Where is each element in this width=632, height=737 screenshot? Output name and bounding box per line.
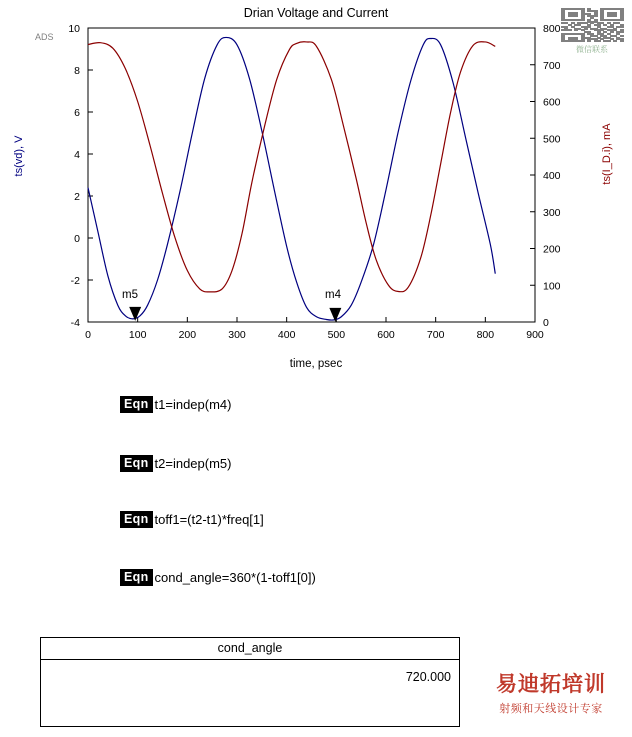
equation-row [120,569,316,586]
equation-text: t1=indep(m4) [154,397,232,413]
brand-name: 易迪拓培训 [496,673,606,696]
svg-text:2: 2 [74,191,80,203]
brand-tagline: 射频和天线设计专家 [499,703,603,715]
qr-caption: 微信联系 [576,45,608,54]
svg-text:800: 800 [543,23,561,35]
marker-label-m5: m5 [122,289,138,301]
table-row [41,660,460,727]
svg-text:0: 0 [85,329,91,341]
svg-text:-4: -4 [70,317,80,329]
svg-text:500: 500 [543,133,561,146]
results-table [40,637,460,727]
svg-text:-2: -2 [70,275,80,287]
svg-text:200: 200 [178,329,197,341]
svg-text:6: 6 [74,107,80,119]
ads-corner-label: ADS [35,32,54,42]
eqn-badge-icon: Eqn [120,396,153,413]
svg-text:900: 900 [526,329,544,341]
svg-text:100: 100 [128,329,147,341]
equation-row [120,455,231,472]
svg-text:10: 10 [68,23,80,35]
chart-series-line [88,37,495,320]
equation-text: t2=indep(m5) [154,456,232,472]
brand-watermark [476,668,626,716]
svg-text:8: 8 [74,65,80,77]
svg-text:4: 4 [74,149,80,161]
svg-text:200: 200 [543,243,561,256]
eqn-badge-icon: Eqn [120,511,153,528]
equation-row [120,511,264,528]
svg-text:300: 300 [228,329,246,341]
y-axis-right-label: ts(I_D.i), mA [601,123,613,185]
table-header-row [41,638,460,660]
svg-text:700: 700 [543,59,561,72]
table-cell-cond-angle-value: 720.000 [405,670,451,684]
svg-text:500: 500 [327,329,346,341]
svg-text:400: 400 [277,329,296,341]
eqn-badge-icon: Eqn [120,455,153,472]
marker-label-m4: m4 [325,289,341,301]
y-axis-left-label: ts(vd), V [13,135,25,177]
svg-text:0: 0 [543,317,549,329]
svg-text:600: 600 [377,329,395,341]
svg-text:0: 0 [74,233,80,245]
svg-text:600: 600 [543,96,561,109]
chart-series-line [88,42,495,292]
equation-text: cond_angle=360*(1-toff1[0]) [154,570,316,586]
equation-text: toff1=(t2-t1)*freq[1] [154,512,264,528]
chart-title: Drian Voltage and Current [243,6,389,20]
svg-text:800: 800 [476,329,495,341]
svg-text:300: 300 [543,206,561,219]
svg-text:100: 100 [543,280,561,293]
svg-text:700: 700 [426,329,445,341]
eqn-badge-icon: Eqn [120,569,153,586]
equation-row [120,396,231,413]
table-column-header-cond-angle: cond_angle [41,638,460,660]
qr-code-watermark [561,8,623,56]
x-axis-label: time, psec [289,358,343,370]
svg-text:400: 400 [543,170,561,182]
